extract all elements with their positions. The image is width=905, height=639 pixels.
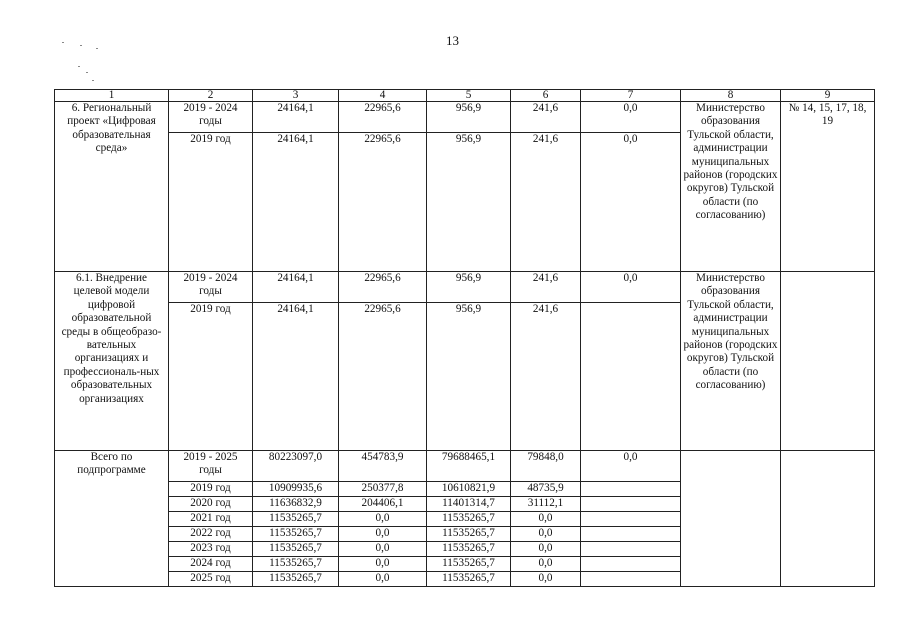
table-body: [55, 90, 875, 587]
value-cell: 0,0: [511, 572, 581, 587]
value-cell: [581, 542, 681, 557]
value-cell: 24164,1: [253, 303, 339, 451]
value-cell: 0,0: [339, 512, 427, 527]
column-header: 8: [681, 90, 781, 102]
value-cell: [581, 303, 681, 451]
value-cell: 0,0: [511, 557, 581, 572]
value-cell: 454783,9: [339, 451, 427, 482]
value-cell: 22965,6: [339, 133, 427, 272]
value-cell: 0,0: [511, 512, 581, 527]
budget-table: [54, 89, 875, 587]
column-header: 5: [427, 90, 511, 102]
table-row: [55, 272, 875, 303]
column-header: 2: [169, 90, 253, 102]
value-cell: 11535265,7: [253, 542, 339, 557]
value-cell: 956,9: [427, 102, 511, 133]
value-cell: 0,0: [581, 102, 681, 133]
value-cell: 79848,0: [511, 451, 581, 482]
period-cell: 2025 год: [169, 572, 253, 587]
section-name: 6. Региональный проект «Цифровая образовательная среда»: [55, 102, 169, 272]
period-cell: 2023 год: [169, 542, 253, 557]
value-cell: 22965,6: [339, 102, 427, 133]
period-cell: 2019 - 2025 годы: [169, 451, 253, 482]
column-header: 7: [581, 90, 681, 102]
value-cell: 11535265,7: [427, 527, 511, 542]
column-header: 6: [511, 90, 581, 102]
value-cell: 0,0: [581, 272, 681, 303]
value-cell: 31112,1: [511, 497, 581, 512]
period-cell: 2019 год: [169, 133, 253, 272]
value-cell: 10909935,6: [253, 482, 339, 497]
value-cell: [581, 482, 681, 497]
column-header-row: [55, 90, 875, 102]
period-cell: 2020 год: [169, 497, 253, 512]
period-cell: 2022 год: [169, 527, 253, 542]
column-header: 3: [253, 90, 339, 102]
value-cell: 11535265,7: [253, 512, 339, 527]
scan-speck: [96, 48, 98, 49]
indicators-cell: [781, 451, 875, 587]
period-cell: 2019 год: [169, 303, 253, 451]
value-cell: 11636832,9: [253, 497, 339, 512]
indicators-cell: № 14, 15, 17, 18, 19: [781, 102, 875, 272]
value-cell: 79688465,1: [427, 451, 511, 482]
value-cell: 0,0: [339, 557, 427, 572]
executor-cell: [681, 451, 781, 587]
scan-speck: [80, 45, 82, 46]
table-row: [55, 102, 875, 133]
value-cell: [581, 572, 681, 587]
value-cell: 22965,6: [339, 272, 427, 303]
column-header: 9: [781, 90, 875, 102]
value-cell: 11535265,7: [253, 527, 339, 542]
value-cell: 956,9: [427, 133, 511, 272]
value-cell: 10610821,9: [427, 482, 511, 497]
value-cell: 24164,1: [253, 272, 339, 303]
total-label: Всего по подпрограмме: [55, 451, 169, 587]
column-header: 1: [55, 90, 169, 102]
value-cell: 11535265,7: [427, 557, 511, 572]
value-cell: 0,0: [511, 527, 581, 542]
scan-speck: [78, 66, 80, 67]
period-cell: 2019 год: [169, 482, 253, 497]
indicators-cell: [781, 272, 875, 451]
value-cell: 11535265,7: [253, 572, 339, 587]
value-cell: [581, 497, 681, 512]
scan-speck: [86, 72, 88, 73]
value-cell: 24164,1: [253, 133, 339, 272]
column-header: 4: [339, 90, 427, 102]
value-cell: 11535265,7: [253, 557, 339, 572]
period-cell: 2019 - 2024 годы: [169, 102, 253, 133]
value-cell: 241,6: [511, 303, 581, 451]
value-cell: 241,6: [511, 102, 581, 133]
value-cell: 241,6: [511, 272, 581, 303]
value-cell: [581, 512, 681, 527]
value-cell: 250377,8: [339, 482, 427, 497]
value-cell: 0,0: [339, 527, 427, 542]
value-cell: 0,0: [511, 542, 581, 557]
value-cell: 956,9: [427, 303, 511, 451]
executor-cell: Министерство образования Тульской области, администрации муниципальных районов (городских округов) Тульской области (по согласованию): [681, 272, 781, 451]
value-cell: 0,0: [339, 542, 427, 557]
period-cell: 2019 - 2024 годы: [169, 272, 253, 303]
value-cell: 11535265,7: [427, 512, 511, 527]
scan-speck: [62, 42, 64, 43]
value-cell: 22965,6: [339, 303, 427, 451]
value-cell: 0,0: [581, 451, 681, 482]
value-cell: 204406,1: [339, 497, 427, 512]
value-cell: 956,9: [427, 272, 511, 303]
scan-speck: [92, 80, 94, 81]
value-cell: 24164,1: [253, 102, 339, 133]
period-cell: 2024 год: [169, 557, 253, 572]
value-cell: [581, 527, 681, 542]
value-cell: [581, 557, 681, 572]
value-cell: 80223097,0: [253, 451, 339, 482]
page-number: 13: [446, 33, 459, 48]
period-cell: 2021 год: [169, 512, 253, 527]
value-cell: 0,0: [339, 572, 427, 587]
value-cell: 241,6: [511, 133, 581, 272]
table-row: [55, 451, 875, 482]
executor-cell: Министерство образования Тульской области, администрации муниципальных районов (городских округов) Тульской области (по согласованию): [681, 102, 781, 272]
value-cell: 48735,9: [511, 482, 581, 497]
value-cell: 11535265,7: [427, 542, 511, 557]
value-cell: 11401314,7: [427, 497, 511, 512]
value-cell: 11535265,7: [427, 572, 511, 587]
section-name: 6.1. Внедрение целевой модели цифровой образовательной среды в общеобразо-вательных организациях и профессиональ-ных образовательных организациях: [55, 272, 169, 451]
value-cell: 0,0: [581, 133, 681, 272]
